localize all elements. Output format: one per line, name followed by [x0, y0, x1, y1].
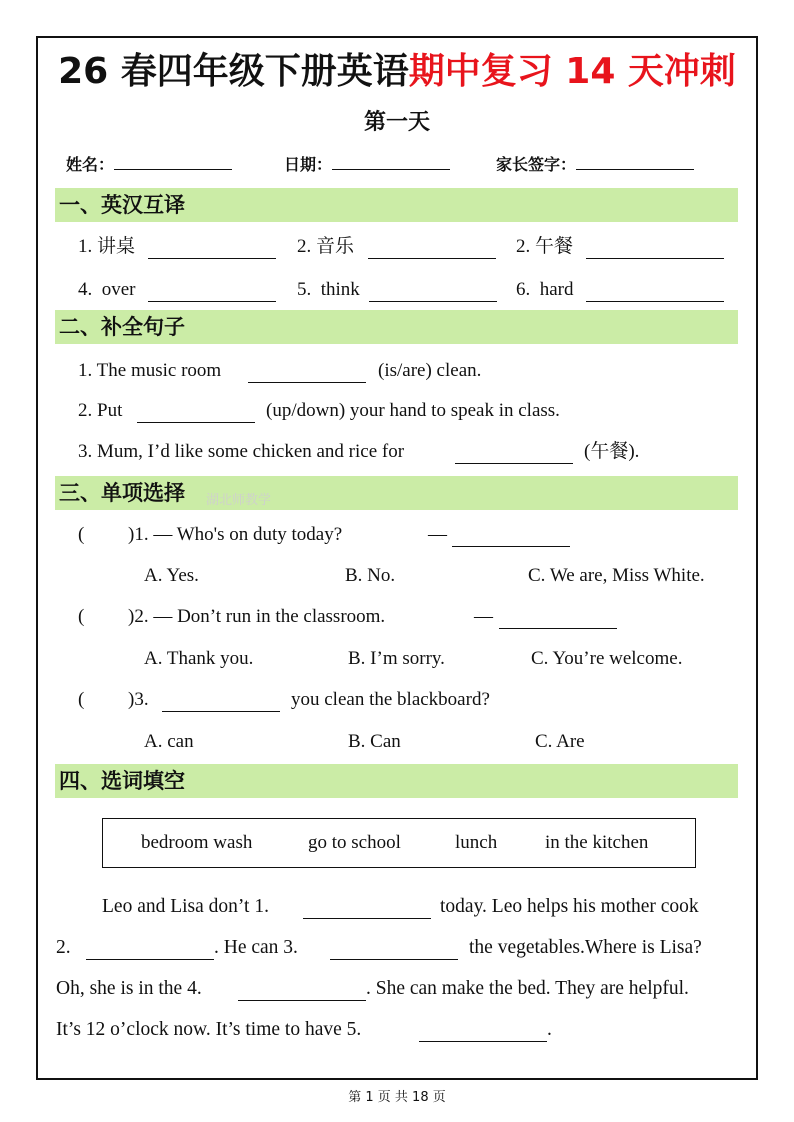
option[interactable]: A. Yes.	[144, 565, 199, 586]
word-bank-item: in the kitchen	[545, 832, 649, 853]
answer-blank[interactable]	[368, 242, 496, 259]
answer-paren[interactable]: (	[78, 524, 85, 545]
passage-text: Leo and Lisa don’t 1.	[102, 896, 269, 917]
passage-text: .	[547, 1019, 552, 1040]
section-header-fill	[55, 764, 738, 798]
name-line[interactable]	[114, 151, 232, 170]
choice-question-1: )1. — Who's on duty today?	[128, 524, 343, 545]
choice-question-3: you clean the blackboard?	[291, 689, 490, 710]
option[interactable]: B. Can	[348, 731, 401, 752]
section-header-choice	[55, 476, 738, 510]
parent-label: 家长签字：	[496, 155, 577, 174]
word-bank-item: bedroom wash	[141, 832, 253, 853]
section-title: 四、选词填空	[59, 769, 185, 793]
translate-item: 5. think	[297, 279, 360, 300]
answer-blank[interactable]	[86, 943, 214, 960]
page-footer: 第 1 页 共 18 页	[348, 1090, 446, 1105]
answer-blank[interactable]	[369, 285, 497, 302]
date-line[interactable]	[332, 151, 450, 170]
option[interactable]: B. No.	[345, 565, 396, 586]
answer-blank[interactable]	[330, 943, 458, 960]
passage-text: Oh, she is in the 4.	[56, 978, 202, 999]
section-title: 一、英汉互译	[59, 193, 185, 217]
translate-item: 2. 音乐	[297, 236, 355, 257]
answer-blank[interactable]	[137, 406, 255, 423]
choice-question-2: )2. — Don’t run in the classroom.	[128, 606, 386, 627]
word-bank-item: lunch	[455, 832, 498, 853]
complete-sentence-1-tail: (is/are) clean.	[378, 360, 482, 381]
translate-item: 4. over	[78, 279, 136, 300]
answer-blank[interactable]	[586, 285, 724, 302]
title-black: 26 春四年级下册英语	[58, 51, 409, 92]
answer-blank[interactable]	[148, 242, 276, 259]
word-bank-item: go to school	[308, 832, 401, 853]
parent-signature-field[interactable]	[496, 150, 694, 180]
passage-text: the vegetables.Where is Lisa?	[469, 937, 702, 958]
date-label: 日期：	[284, 155, 333, 174]
answer-blank[interactable]	[303, 902, 431, 919]
option[interactable]: A. can	[144, 731, 194, 752]
title-red: 期中复习 14 天冲刺	[408, 51, 736, 92]
reply-dash: —	[428, 524, 447, 545]
answer-blank[interactable]	[499, 612, 617, 629]
answer-blank[interactable]	[419, 1025, 547, 1042]
answer-blank[interactable]	[455, 447, 573, 464]
watermark: 湖北师教学	[206, 493, 272, 508]
section-header-complete	[55, 310, 738, 344]
reply-dash: —	[474, 606, 493, 627]
name-label: 姓名：	[66, 155, 115, 174]
translate-item: 6. hard	[516, 279, 574, 300]
translate-item: 1. 讲桌	[78, 236, 136, 257]
answer-blank[interactable]	[148, 285, 276, 302]
answer-blank[interactable]	[248, 366, 366, 383]
option[interactable]: C. We are, Miss White.	[528, 565, 705, 586]
option[interactable]: B. I’m sorry.	[348, 648, 445, 669]
day-subtitle: 第一天	[363, 109, 430, 135]
answer-blank[interactable]	[586, 242, 724, 259]
translate-item: 2. 午餐	[516, 236, 574, 257]
answer-paren[interactable]: (	[78, 689, 85, 710]
name-field[interactable]	[66, 150, 232, 180]
passage-text: It’s 12 o’clock now. It’s time to have 5.	[56, 1019, 362, 1040]
passage-text: . He can 3.	[214, 937, 298, 958]
section-title: 二、补全句子	[59, 315, 185, 339]
word-bank	[102, 818, 696, 868]
page-title	[0, 42, 794, 102]
answer-paren[interactable]: (	[78, 606, 85, 627]
option[interactable]: C. Are	[535, 731, 585, 752]
complete-sentence-2: 2. Put	[78, 400, 123, 421]
option[interactable]: A. Thank you.	[144, 648, 254, 669]
complete-sentence-2-tail: (up/down) your hand to speak in class.	[266, 400, 560, 421]
answer-blank[interactable]	[238, 984, 366, 1001]
passage-text: . She can make the bed. They are helpful.	[366, 978, 689, 999]
date-field[interactable]	[284, 150, 450, 180]
passage-text: today. Leo helps his mother cook	[440, 896, 699, 917]
answer-blank[interactable]	[452, 530, 570, 547]
option[interactable]: C. You’re welcome.	[531, 648, 683, 669]
passage-text: 2.	[56, 937, 71, 958]
section-title: 三、单项选择	[59, 481, 185, 505]
choice-question-3-num: )3.	[128, 689, 149, 710]
complete-sentence-3-tail: (午餐).	[584, 441, 640, 462]
answer-blank[interactable]	[162, 695, 280, 712]
complete-sentence-1: 1. The music room	[78, 360, 222, 381]
parent-line[interactable]	[576, 151, 694, 170]
complete-sentence-3: 3. Mum, I’d like some chicken and rice for	[78, 441, 405, 462]
section-header-translate	[55, 188, 738, 222]
